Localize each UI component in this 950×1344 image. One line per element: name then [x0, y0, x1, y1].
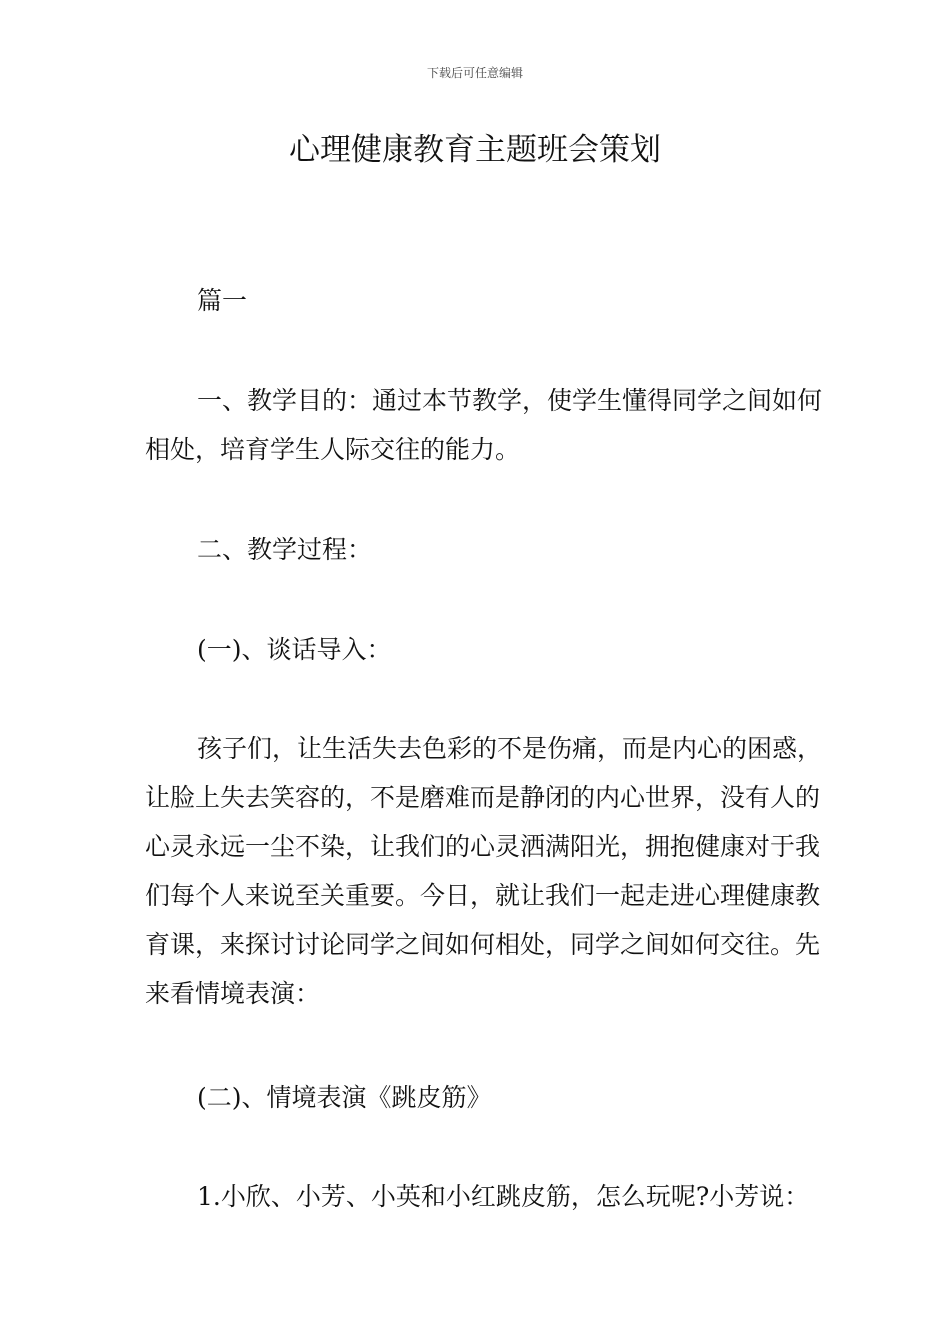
list-item-1: 1.小欣、小芳、小英和小红跳皮筋，怎么玩呢?小芳说： [197, 1182, 810, 1211]
header-note: 下载后可任意编辑 [426, 66, 523, 80]
heading-teaching-process: 二、教学过程： [197, 535, 373, 564]
document-title: 心理健康教育主题班会策划 [289, 132, 661, 168]
section-label: 篇一 [197, 286, 248, 315]
heading-intro: (一)、谈话导入： [197, 635, 392, 664]
heading-scene-performance: (二)、情境表演《跳皮筋》 [197, 1083, 492, 1112]
paragraph-teaching-goal: 一、教学目的：通过本节教学，使学生懂得同学之间如何相处，培育学生人际交往的能力。 [145, 386, 823, 464]
paragraph-intro: 孩子们，让生活失去色彩的不是伤痛，而是内心的困惑，让脸上失去笑容的，不是磨难而是静闭的内心世界，没有人的心灵永远一尘不染，让我们的心灵洒满阳光，拥抱健康对于我们每个人来说至关重要。今日，就让我们一起走进心理健康教育课，来探讨讨论同学之间如何相处，同学之间如何交往。先来看情境表演： [145, 734, 823, 1008]
